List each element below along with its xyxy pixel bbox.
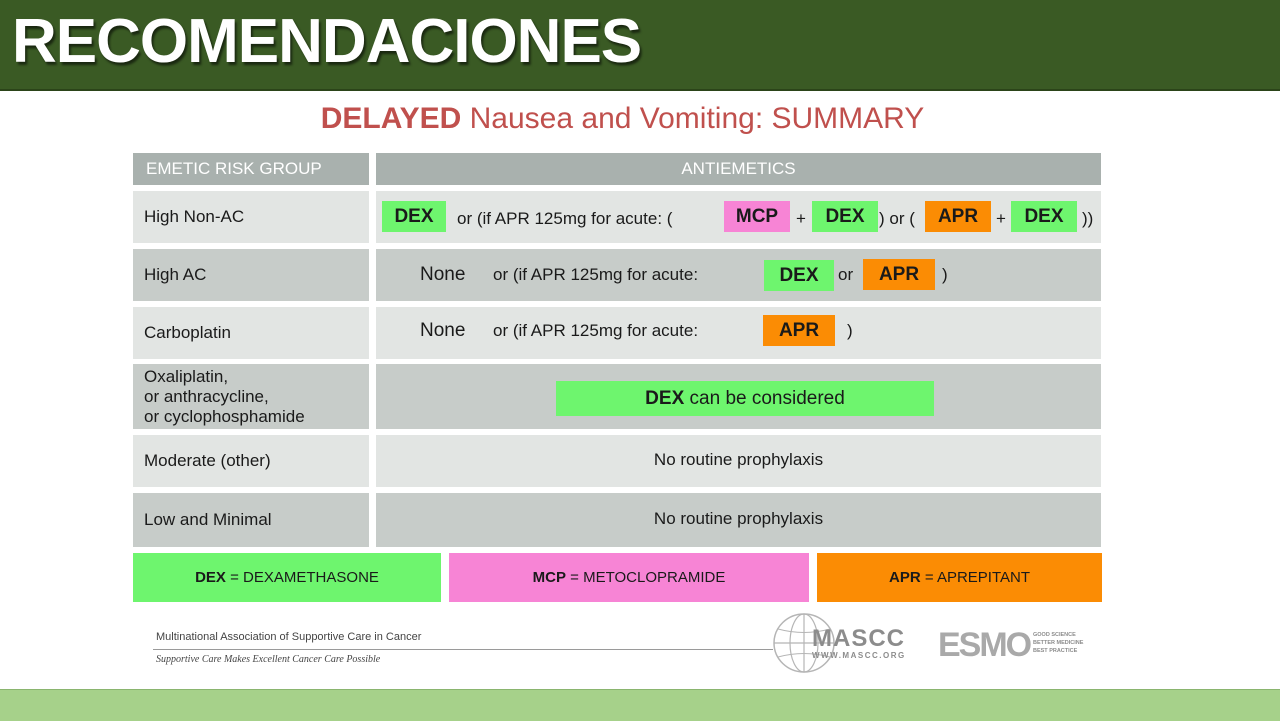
legend-equals: = [230, 569, 239, 586]
row-high-ac-antiemetics [376, 249, 1101, 301]
legend-full: METOCLOPRAMIDE [583, 569, 726, 586]
legend-apr [817, 553, 1102, 602]
row-text: ) or ( [879, 209, 915, 228]
chip-dex: DEX [1011, 201, 1077, 232]
row-text: or (if APR 125mg for acute: ( [457, 209, 673, 228]
chip-dex: DEX [764, 260, 834, 291]
dex-abbr: DEX [645, 388, 685, 409]
no-prophylaxis-text: No routine prophylaxis [653, 509, 824, 528]
slide-subtitle [0, 100, 1245, 138]
chip-mcp: MCP [724, 201, 790, 232]
group-line: or cyclophosphamide [144, 406, 305, 426]
mascc-url: WWW.MASCC.ORG [812, 651, 906, 660]
legend-abbr: MCP [532, 569, 566, 586]
none-label: None [420, 320, 466, 341]
row-moderate-group: Moderate (other) [133, 435, 369, 487]
association-tagline: Supportive Care Makes Excellent Cancer Care Possible [156, 654, 381, 665]
legend-full: DEXAMETHASONE [243, 569, 379, 586]
considered-text: can be considered [689, 388, 845, 409]
chip-apr: APR [925, 201, 991, 232]
chip-dex: DEX [382, 201, 446, 232]
row-text: )) [1082, 209, 1094, 228]
row-carboplatin-antiemetics [376, 307, 1101, 359]
legend-mcp [449, 553, 809, 602]
row-text: or (if APR 125mg for acute: [493, 321, 699, 340]
mascc-logo-text: MASCC [812, 625, 905, 652]
row-moderate-antiemetics [376, 435, 1101, 487]
legend-equals: = [924, 569, 934, 586]
header-antiemetics: ANTIEMETICS [376, 153, 1101, 185]
row-high-non-ac-antiemetics [376, 191, 1101, 243]
no-prophylaxis-text: No routine prophylaxis [653, 450, 824, 469]
row-oxaliplatin-antiemetics [376, 364, 1101, 429]
esmo-tag-line: GOOD SCIENCE [1033, 632, 1076, 638]
header-risk-group: EMETIC RISK GROUP [133, 153, 369, 185]
group-line: Oxaliplatin, [144, 366, 229, 386]
row-text: or (if APR 125mg for acute: [493, 265, 699, 284]
subtitle-rest: Nausea and Vomiting: SUMMARY [469, 102, 925, 135]
plus-sign: + [796, 209, 806, 228]
legend-abbr: DEX [195, 569, 226, 586]
legend-equals: = [570, 569, 579, 586]
association-name: Multinational Association of Supportive Care in Cancer [156, 631, 422, 643]
subtitle-emphasis: DELAYED [320, 102, 462, 135]
esmo-logo: ESMO [938, 626, 1031, 664]
dex-considered-box [556, 381, 934, 416]
footer-bar [0, 689, 1280, 721]
footer-rule [153, 649, 773, 650]
esmo-tag-line: BEST PRACTICE [1033, 648, 1078, 654]
or-text: or [838, 265, 854, 284]
chip-apr: APR [763, 315, 835, 346]
row-text: ) [942, 265, 948, 284]
none-label: None [420, 264, 466, 285]
title-banner [0, 0, 1280, 91]
group-line: or anthracycline, [144, 386, 269, 406]
esmo-tag-line: BETTER MEDICINE [1033, 640, 1084, 646]
legend-abbr: APR [888, 569, 921, 586]
plus-sign: + [996, 209, 1006, 228]
esmo-tagline [1033, 631, 1093, 655]
legend-full: APREPITANT [936, 569, 1031, 586]
slide-title: RECOMENDACIONES [12, 7, 642, 76]
row-low-minimal-group: Low and Minimal [133, 493, 369, 547]
row-carboplatin-group: Carboplatin [133, 307, 369, 359]
row-oxaliplatin-group [133, 364, 369, 429]
row-text: ) [847, 321, 853, 340]
row-high-ac-group: High AC [133, 249, 369, 301]
chip-dex: DEX [812, 201, 878, 232]
row-low-minimal-antiemetics [376, 493, 1101, 547]
row-high-non-ac-group: High Non-AC [133, 191, 369, 243]
chip-apr: APR [863, 259, 935, 290]
legend-dex [133, 553, 441, 602]
